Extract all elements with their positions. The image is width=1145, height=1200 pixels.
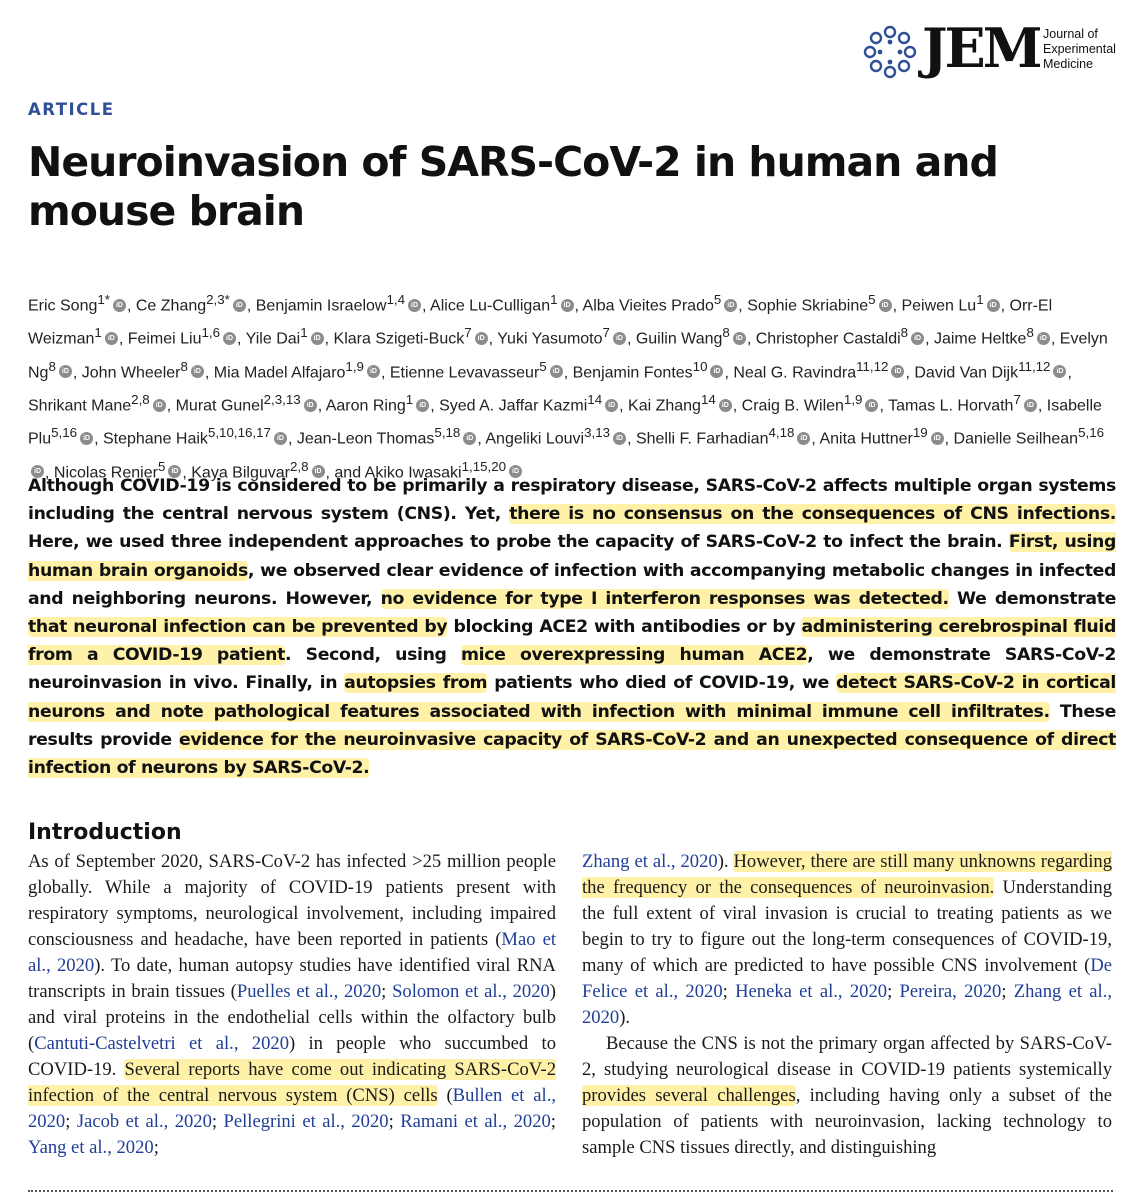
author-name: Aaron Ring	[325, 397, 406, 415]
highlighted-text: that neuronal infection can be prevented by	[28, 617, 448, 638]
body-text: ;	[388, 1111, 401, 1132]
author-name: Nicolas Renier	[53, 463, 158, 481]
abstract-text: , we observed clear evidence of infection with accompanying metabolic changes in infected and neighboring neurons. However,	[28, 560, 1116, 609]
author-affiliation: 8	[48, 358, 56, 374]
body-text: ;	[211, 1111, 224, 1132]
author-affiliation: 1,15,20	[461, 458, 507, 474]
abstract-text: , we demonstrate SARS-CoV-2 neuroinvasion in vivo. Finally, in	[28, 645, 1116, 694]
orcid-icon[interactable]: iD	[509, 465, 522, 478]
author-affiliation: 5	[539, 358, 547, 374]
author-affiliation: 8	[1026, 325, 1034, 341]
orcid-icon[interactable]: iD	[561, 299, 574, 312]
orcid-icon[interactable]: iD	[31, 465, 44, 478]
orcid-icon[interactable]: iD	[613, 332, 626, 345]
body-text: ) in people who succumbed to COVID-19.	[28, 1033, 556, 1080]
body-column-left	[28, 849, 556, 1161]
orcid-icon[interactable]: iD	[879, 299, 892, 312]
orcid-icon[interactable]: iD	[724, 299, 737, 312]
orcid-icon[interactable]: iD	[168, 465, 181, 478]
footer-divider	[28, 1190, 1113, 1192]
author-name: Tamas L. Horvath	[888, 397, 1014, 415]
author-name: Eric Song	[28, 297, 98, 315]
author-affiliation: 3,13	[584, 425, 611, 441]
author-affiliation: 5,16	[51, 425, 78, 441]
author-name: Akiko Iwasaki	[364, 463, 462, 481]
author-affiliation: 2,8	[289, 458, 309, 474]
highlighted-text: provides several challenges	[582, 1085, 796, 1106]
orcid-icon[interactable]: iD	[416, 399, 429, 412]
orcid-icon[interactable]: iD	[797, 432, 810, 445]
author-name: Angeliki Louvi	[485, 430, 585, 448]
abstract-text: patients who died of COVID-19, we	[487, 673, 836, 694]
journal-logo	[862, 16, 1122, 82]
author-affiliation: 11,12	[1018, 358, 1051, 374]
author-name: Alice Lu-Culligan	[430, 297, 551, 315]
orcid-icon[interactable]: iD	[931, 432, 944, 445]
author-affiliation: 1	[300, 325, 308, 341]
orcid-icon[interactable]: iD	[1053, 365, 1066, 378]
orcid-icon[interactable]: iD	[733, 332, 746, 345]
journal-logo-text: JEM	[922, 16, 1040, 80]
orcid-icon[interactable]: iD	[367, 365, 380, 378]
citation-link[interactable]: Solomon et al., 2020	[392, 981, 550, 1002]
orcid-icon[interactable]: iD	[865, 399, 878, 412]
author-affiliation: 14	[587, 391, 603, 407]
article-type-label: ARTICLE	[28, 100, 115, 119]
journal-name-line: Experimental	[1043, 42, 1116, 56]
orcid-icon[interactable]: iD	[1037, 332, 1050, 345]
author-affiliation: 2,3*	[206, 292, 230, 307]
author-name: Benjamin Israelow	[255, 297, 387, 315]
author-affiliation: 7	[464, 325, 472, 341]
author-name: Isabelle Plu	[28, 397, 1102, 448]
highlighted-text: there is no consensus on the consequences of CNS infections.	[509, 504, 1116, 525]
orcid-icon[interactable]: iD	[311, 332, 324, 345]
author-affiliation: 14	[700, 391, 716, 407]
body-text: ;	[1001, 981, 1014, 1002]
journal-name-line: Journal of	[1043, 27, 1098, 41]
body-text: As of September 2020, SARS-CoV-2 has infected >25 million people globally. While a majority of COVID-19 patients present with respiratory symptoms, neurological involvement, including impaired consciousness and headache, have been reported in patients (	[28, 851, 556, 950]
author-name: Shrikant Mane	[28, 397, 132, 415]
author-affiliation: 5	[157, 458, 166, 474]
orcid-icon[interactable]: iD	[605, 399, 618, 412]
citation-link[interactable]: Cantuti-Castelvetri et al., 2020	[34, 1033, 289, 1054]
citation-link[interactable]: Puelles et al., 2020	[236, 981, 382, 1002]
orcid-icon[interactable]: iD	[1024, 399, 1037, 412]
author-name: Kaya Bilguvar	[191, 463, 290, 481]
journal-name	[1043, 27, 1116, 72]
author-affiliation: 5	[713, 292, 722, 307]
author-affiliation: 1,9	[843, 391, 863, 407]
abstract-text: We demonstrate	[948, 588, 1116, 609]
orcid-icon[interactable]: iD	[274, 432, 287, 445]
author-name: Shelli F. Farhadian	[635, 430, 769, 448]
author-name: Klara Szigeti-Buck	[333, 330, 465, 348]
author-name: Sophie Skriabine	[747, 297, 869, 315]
author-affiliation: 5,10,16,17	[207, 425, 271, 441]
citation-link[interactable]: Zhang et al., 2020	[582, 851, 718, 872]
orcid-icon[interactable]: iD	[191, 365, 204, 378]
orcid-icon[interactable]: iD	[463, 432, 476, 445]
author-affiliation: 5,16	[1078, 425, 1105, 441]
highlighted-text: However, there are still many unknowns regarding the frequency or the consequences of neuroinvasion.	[582, 851, 1112, 898]
author-name: Orr-El Weizman	[28, 297, 1053, 348]
citation-link[interactable]: Mao et al., 2020	[28, 929, 557, 976]
abstract-text: These results provide	[28, 701, 1116, 750]
body-text: ;	[550, 1111, 556, 1132]
orcid-icon[interactable]: iD	[710, 365, 723, 378]
author-list: Eric Song$^{1*}$ iD , Ce Zhang$^{2,3*}$ iD , Benjamin Israelow$^{1,4}$ iD , Alice Lu-Culligan$^1$ iD , Alba Vieites Prado$^5$ iD , Sophie Skriabine$^5$ iD , Peiwen Lu$^1$ iD , Orr-El Weizman$^1$ iD , Feimei Liu$^{1,6}$ iD , Yile Dai$^1$ iD , Klara Szigeti-Buck$^7$ iD , Yuki Yasumoto$^7$ iD , Guilin Wang$^8$ iD , Christopher Castaldi$^8$ iD , Jaime Heltke$^8$ iD , Evelyn Ng$^8$ iD , John Wheeler$^8$ iD , Mia Madel Alfajaro$^{1,9}$ iD , Etienne Levavasseur$^5$ iD , Benjamin Fontes$^{10}$ iD , Neal G. Ravindra$^{11,12}$ iD , David Van Dijk$^{11,12}$ iD , Shrikant Mane$^{2,8}$ iD , Murat Gunel$^{2,3,13}$ iD , Aaron Ring$^1$ iD , Syed A. Jaffar Kazmi$^{14}$ iD , Kai Zhang$^{14}$ iD , Craig B. Wilen$^{1,9}$ iD , Tamas L. Horvath$^7$ iD , Isabelle Plu$^{5,16}$ iD , Stephane Haik$^{5,10,16,17}$ iD , Jean-Leon Thomas$^{5,18}$ iD , Angeliki Louvi$^{3,13}$ iD , Shelli F. Farhadian$^{4,18}$ iD , Anita Huttner$^{19}$ iD , Danielle Seilhean$^{5,16}$iD , Nicolas Renier$^5$ iD , Kaya Bilguvar$^{2,8}$ iD , and Akiko Iwasaki$^{1,15,20}$ iD	[28, 292, 1108, 481]
abstract-text: Although COVID-19 is considered to be primarily a respiratory disease, SARS-CoV-2 affects multiple organ systems including the central nervous system (CNS). Yet,	[28, 476, 1116, 525]
author-affiliation: 1	[405, 391, 414, 407]
author-name: Neal G. Ravindra	[733, 363, 857, 381]
author-affiliation: 5,18	[434, 425, 461, 441]
journal-name-line: Medicine	[1043, 57, 1094, 71]
body-text: (	[437, 1085, 453, 1106]
jem-logo-icon	[862, 24, 918, 80]
author-name: Ce Zhang	[135, 297, 207, 315]
highlighted-text: mice overexpressing human ACE2	[461, 645, 808, 666]
citation-link[interactable]: Heneka et al., 2020	[735, 981, 888, 1002]
author-affiliation: 5	[868, 292, 876, 307]
orcid-icon[interactable]: iD	[80, 432, 93, 445]
author-affiliation: 1	[550, 292, 558, 307]
abstract-text: . Second, using	[284, 645, 462, 666]
author-name: Syed A. Jaffar Kazmi	[439, 397, 588, 415]
author-affiliation: 1	[976, 292, 984, 307]
introduction-heading: Introduction	[28, 820, 182, 845]
body-text: , including having only a subset of the population of patients with neuroinvasion, lacking technology to sample CNS tissues directly, and distinguishing	[582, 1085, 1113, 1158]
author-affiliation: 10	[692, 358, 708, 374]
orcid-icon[interactable]: iD	[304, 399, 317, 412]
citation-link[interactable]: Jacob et al., 2020	[76, 1111, 212, 1132]
author-affiliation: 19	[912, 425, 928, 441]
author-name: Murat Gunel	[175, 397, 264, 415]
highlighted-text: administering cerebrospinal fluid from a COVID-19 patient	[28, 617, 1116, 666]
highlighted-text: First, using human brain organoids	[28, 532, 1116, 581]
highlighted-text: Several reports have come out indicating SARS-CoV-2 infection of the central nervous system (CNS) cells	[28, 1059, 556, 1106]
author-name: Anita Huttner	[819, 430, 913, 448]
orcid-icon[interactable]: iD	[223, 332, 236, 345]
citation-link[interactable]: Bullen et al., 2020	[28, 1085, 556, 1132]
highlighted-text: autopsies from	[344, 673, 488, 694]
orcid-icon[interactable]: iD	[312, 465, 325, 478]
author-name: Alba Vieites Prado	[582, 297, 714, 315]
citation-link[interactable]: Yang et al., 2020	[28, 1137, 154, 1158]
author-name: John Wheeler	[81, 363, 181, 381]
author-name: Jean-Leon Thomas	[296, 430, 435, 448]
body-text: ;	[381, 981, 393, 1002]
author-name: Benjamin Fontes	[572, 363, 693, 381]
author-affiliation: 11,12	[856, 358, 889, 374]
author-affiliation: 1,6	[201, 325, 221, 341]
orcid-icon[interactable]: iD	[550, 365, 563, 378]
author-conjunction: and	[334, 463, 362, 481]
orcid-icon[interactable]: iD	[408, 299, 421, 312]
author-affiliation: 1,9	[345, 358, 364, 374]
abstract-text: Here, we used three independent approaches to probe the capacity of SARS-CoV-2 to infect the brain.	[28, 532, 1009, 553]
body-text: Understanding the full extent of viral invasion is crucial to treating patients as we begin to try to figure out the long-term consequences of COVID-19, many of which are predicted to have possible CNS involvement (	[582, 877, 1112, 976]
author-name: David Van Dijk	[914, 363, 1019, 381]
citation-link[interactable]: Pereira, 2020	[899, 981, 1002, 1002]
author-affiliation: 4,18	[768, 425, 795, 441]
citation-link[interactable]: Pellegrini et al., 2020	[223, 1111, 389, 1132]
body-text: ;	[722, 981, 736, 1002]
author-name: Peiwen Lu	[901, 297, 977, 315]
orcid-icon[interactable]: iD	[613, 432, 626, 445]
body-text: ;	[887, 981, 900, 1002]
body-text: ).	[717, 851, 734, 872]
orcid-icon[interactable]: iD	[987, 299, 1000, 312]
body-column-right	[582, 849, 1112, 1161]
author-name: Danielle Seilhean	[953, 430, 1079, 448]
body-text: ;	[153, 1137, 159, 1158]
author-name: Craig B. Wilen	[741, 397, 844, 415]
author-name: Yile Dai	[245, 330, 301, 348]
orcid-icon[interactable]: iD	[105, 332, 118, 345]
author-affiliation: 8	[722, 325, 730, 341]
paragraph	[582, 849, 1112, 1031]
abstract-text: blocking ACE2 with antibodies or by	[447, 617, 802, 638]
author-affiliation: 7	[602, 325, 610, 341]
abstract	[28, 472, 1116, 782]
body-text: ).	[619, 1007, 631, 1028]
author-name: Etienne Levavasseur	[389, 363, 540, 381]
paragraph	[582, 1031, 1112, 1161]
body-text: ;	[65, 1111, 77, 1132]
author-affiliation: 8	[180, 358, 188, 374]
orcid-icon[interactable]: iD	[891, 365, 904, 378]
citation-link[interactable]: Zhang et al., 2020	[582, 981, 1112, 1028]
author-affiliation: 8	[900, 325, 909, 341]
author-name: Kai Zhang	[628, 397, 701, 415]
author-affiliation: 1*	[97, 292, 110, 307]
author-affiliation: 2,3,13	[263, 391, 301, 407]
author-affiliation: 2,8	[131, 391, 150, 407]
orcid-icon[interactable]: iD	[719, 399, 732, 412]
highlighted-text: detect SARS-CoV-2 in cortical neurons and note pathological features associated with infection with minimal immune cell infiltrates.	[28, 673, 1116, 722]
paragraph	[28, 849, 556, 1161]
orcid-icon[interactable]: iD	[911, 332, 924, 345]
orcid-icon[interactable]: iD	[153, 399, 166, 412]
citation-link[interactable]: Ramani et al., 2020	[400, 1111, 551, 1132]
author-name: Mia Madel Alfajaro	[213, 363, 346, 381]
author-name: Guilin Wang	[635, 330, 723, 348]
author-name: Evelyn Ng	[28, 330, 1108, 381]
author-affiliation: 1	[94, 325, 102, 341]
author-name: Stephane Haik	[102, 430, 208, 448]
highlighted-text: no evidence for type I interferon responses was detected.	[380, 588, 949, 609]
author-name: Christopher Castaldi	[755, 330, 901, 348]
author-name: Yuki Yasumoto	[497, 330, 603, 348]
citation-link[interactable]: De Felice et al., 2020	[582, 955, 1112, 1002]
orcid-icon[interactable]: iD	[59, 365, 72, 378]
orcid-icon[interactable]: iD	[233, 299, 246, 312]
body-text: Because the CNS is not the primary organ affected by SARS-CoV-2, studying neurological disease in COVID-19 patients systemically	[582, 1033, 1112, 1080]
highlighted-text: evidence for the neuroinvasive capacity of SARS-CoV-2 and an unexpected consequence of direct infection of neurons by SARS-CoV-2.	[28, 729, 1116, 779]
author-affiliation: 1,4	[386, 292, 406, 307]
orcid-icon[interactable]: iD	[475, 332, 488, 345]
article-title: Neuroinvasion of SARS-CoV-2 in human and mouse brain	[28, 138, 998, 235]
author-name: Feimei Liu	[127, 330, 202, 348]
body-text: ) and viral proteins in the endothelial cells within the olfactory bulb (	[28, 981, 556, 1054]
body-text: ). To date, human autopsy studies have identified viral RNA transcripts in brain tissues (	[28, 955, 556, 1002]
orcid-icon[interactable]: iD	[113, 299, 126, 312]
author-affiliation: 7	[1013, 391, 1021, 407]
author-name: Jaime Heltke	[933, 330, 1027, 348]
